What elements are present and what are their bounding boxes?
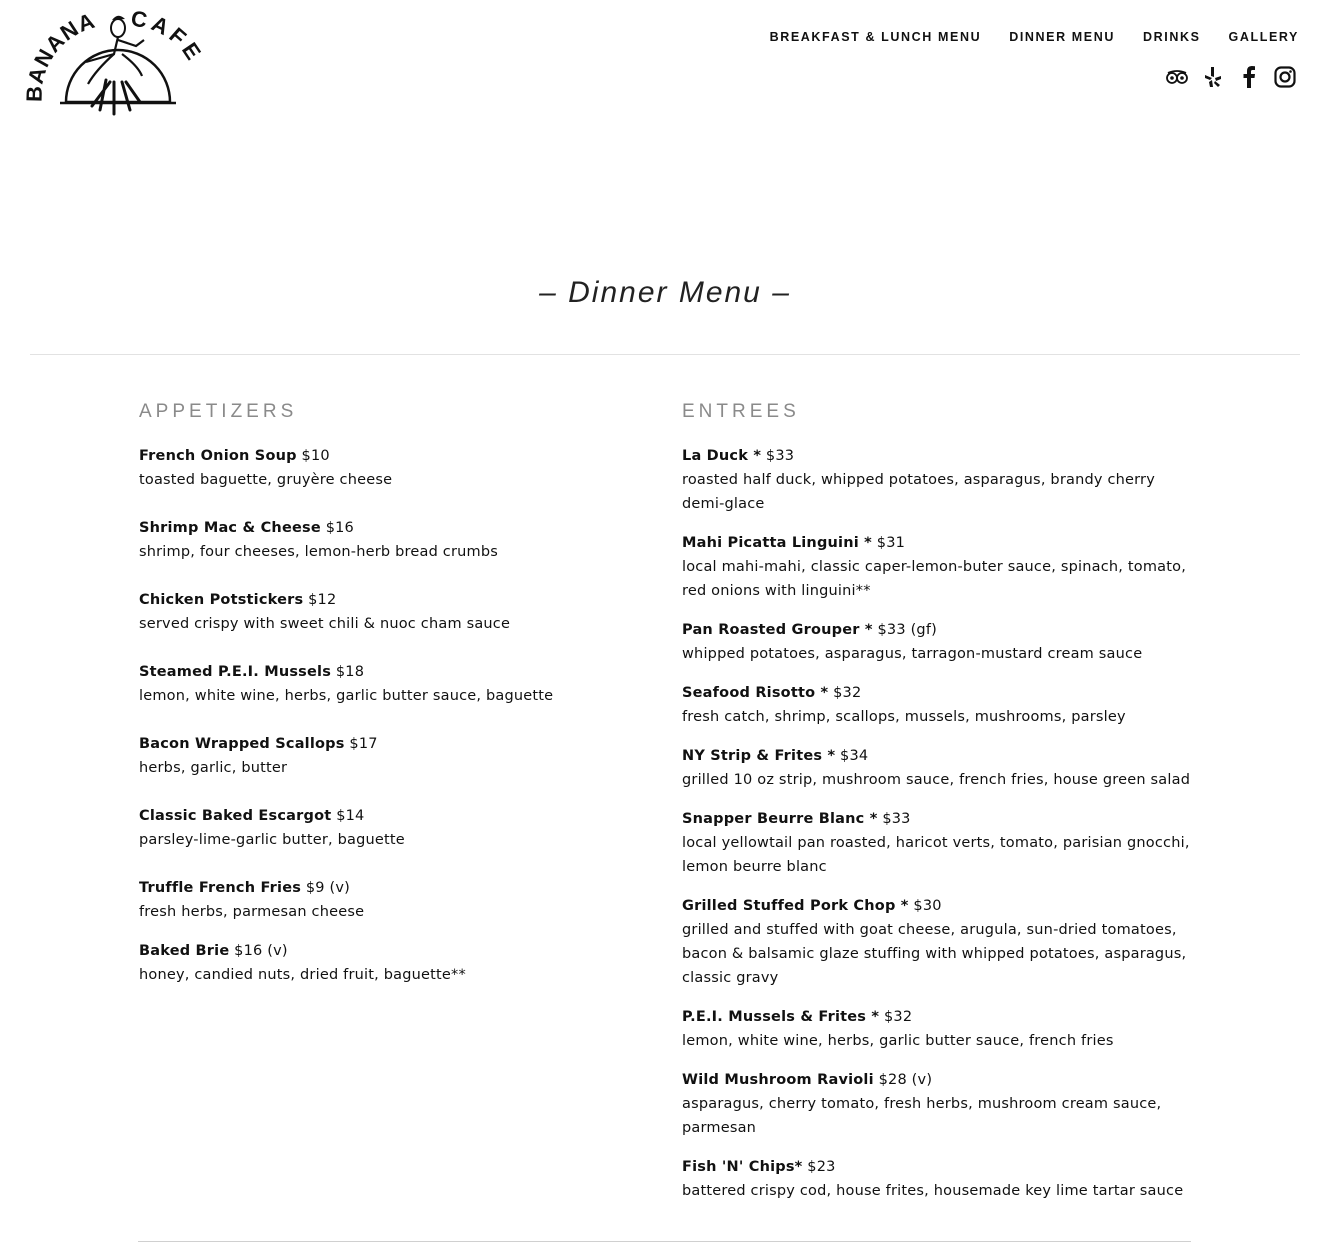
menu-item <box>139 588 609 636</box>
item-description: battered crispy cod, house frites, housemade key lime tartar sauce <box>682 1183 1184 1199</box>
item-name: Chicken Potstickers <box>139 592 304 608</box>
item-price: $10 <box>301 448 330 464</box>
menu-item <box>682 1155 1192 1203</box>
divider <box>138 1241 1191 1242</box>
menu-item <box>139 876 609 924</box>
item-name: Pan Roasted Grouper * <box>682 622 873 638</box>
item-name: Wild Mushroom Ravioli <box>682 1072 874 1088</box>
item-price: $32 <box>833 685 862 701</box>
svg-text:CAFE <box>129 10 206 67</box>
site-logo[interactable] <box>26 10 206 120</box>
item-name: Fish 'N' Chips* <box>682 1159 803 1175</box>
item-description: grilled and stuffed with goat cheese, arugula, sun-dried tomatoes, bacon & balsamic glaze stuffing with whipped potatoes, asparagus, classic gravy <box>682 922 1187 986</box>
item-name: Grilled Stuffed Pork Chop * <box>682 898 909 914</box>
item-name: Snapper Beurre Blanc * <box>682 811 878 827</box>
yelp-icon[interactable] <box>1202 64 1224 90</box>
item-price: $14 <box>336 808 365 824</box>
facebook-icon[interactable] <box>1238 64 1260 90</box>
item-description: roasted half duck, whipped potatoes, asparagus, brandy cherry demi-glace <box>682 472 1155 512</box>
item-price: $28 (v) <box>878 1072 933 1088</box>
item-name: Truffle French Fries <box>139 880 302 896</box>
item-description: whipped potatoes, asparagus, tarragon-mustard cream sauce <box>682 646 1143 662</box>
item-description: served crispy with sweet chili & nuoc cham sauce <box>139 616 511 632</box>
item-name: Baked Brie <box>139 943 230 959</box>
item-name: Steamed P.E.I. Mussels <box>139 664 332 680</box>
logo-text-cafe: CAFE <box>129 10 206 68</box>
svg-text:BANANA <box>26 10 98 102</box>
nav-drinks[interactable]: DRINKS <box>1143 30 1201 44</box>
item-description: local mahi-mahi, classic caper-lemon-buter sauce, spinach, tomato, red onions with linguini** <box>682 559 1187 599</box>
menu-item <box>682 618 1192 666</box>
nav-breakfast-lunch-menu[interactable]: BREAKFAST & LUNCH MENU <box>769 30 982 44</box>
menu-item <box>682 894 1192 990</box>
menu-item <box>139 732 609 780</box>
menu-item <box>139 660 609 708</box>
item-price: $18 <box>335 664 365 680</box>
item-description: parsley-lime-garlic butter, baguette <box>139 832 405 848</box>
item-price: $33 <box>765 448 795 464</box>
menu-item <box>682 807 1192 879</box>
item-description: herbs, garlic, butter <box>139 760 288 776</box>
item-price: $9 (v) <box>305 880 351 896</box>
item-price: $32 <box>883 1009 913 1025</box>
item-name: Classic Baked Escargot <box>139 808 332 824</box>
item-price: $34 <box>840 748 869 764</box>
item-name: French Onion Soup <box>139 448 297 464</box>
menu-item <box>139 804 609 852</box>
item-price: $16 (v) <box>234 943 288 959</box>
item-name: Seafood Risotto * <box>682 685 829 701</box>
divider <box>30 354 1300 355</box>
page-title: – Dinner Menu – <box>539 276 791 309</box>
item-name: P.E.I. Mussels & Frites * <box>682 1009 880 1025</box>
item-description: toasted baguette, gruyère cheese <box>139 472 393 488</box>
item-name: NY Strip & Frites * <box>682 748 836 764</box>
item-price: $33 <box>882 811 911 827</box>
entrees-section <box>682 400 1192 1218</box>
item-name: La Duck * <box>682 448 762 464</box>
item-price: $12 <box>308 592 337 608</box>
menu-item <box>682 1005 1192 1053</box>
item-description: grilled 10 oz strip, mushroom sauce, french fries, house green salad <box>682 772 1191 788</box>
nav-gallery[interactable]: GALLERY <box>1228 30 1299 44</box>
item-price: $23 <box>807 1159 836 1175</box>
item-description: shrimp, four cheeses, lemon-herb bread crumbs <box>139 544 498 560</box>
item-price: $33 (gf) <box>877 622 937 638</box>
menu-item <box>682 531 1192 603</box>
section-title-appetizers: APPETIZERS <box>139 401 298 422</box>
menu-item <box>139 444 609 492</box>
logo-text-banana: NANA <box>29 10 99 72</box>
item-name: Bacon Wrapped Scallops <box>139 736 345 752</box>
item-description: fresh catch, shrimp, scallops, mussels, mushrooms, parsley <box>682 709 1126 725</box>
item-description: honey, candied nuts, dried fruit, baguette** <box>139 967 466 983</box>
nav-dinner-menu[interactable]: DINNER MENU <box>1009 30 1115 44</box>
social-links <box>1166 64 1296 90</box>
menu-item <box>682 744 1192 792</box>
instagram-icon[interactable] <box>1274 64 1296 90</box>
item-name: Mahi Picatta Linguini * <box>682 535 872 551</box>
menu-item <box>139 516 609 564</box>
item-price: $16 <box>325 520 354 536</box>
menu-item <box>682 1068 1192 1140</box>
section-title-entrees: ENTREES <box>682 401 800 422</box>
item-price: $30 <box>913 898 942 914</box>
appetizers-section <box>139 400 609 1011</box>
menu-item <box>682 444 1192 516</box>
main-nav <box>770 30 1299 44</box>
menu-item <box>682 681 1192 729</box>
item-price: $17 <box>349 736 378 752</box>
item-description: lemon, white wine, herbs, garlic butter sauce, baguette <box>139 688 554 704</box>
menu-item <box>139 939 609 987</box>
item-price: $31 <box>876 535 906 551</box>
tripadvisor-icon[interactable] <box>1166 64 1188 90</box>
item-description: local yellowtail pan roasted, haricot verts, tomato, parisian gnocchi, lemon beurre blanc <box>682 835 1190 875</box>
item-description: asparagus, cherry tomato, fresh herbs, mushroom cream sauce, parmesan <box>682 1096 1162 1136</box>
item-name: Shrimp Mac & Cheese <box>139 520 321 536</box>
item-description: fresh herbs, parmesan cheese <box>139 904 365 920</box>
item-description: lemon, white wine, herbs, garlic butter sauce, french fries <box>682 1033 1114 1049</box>
